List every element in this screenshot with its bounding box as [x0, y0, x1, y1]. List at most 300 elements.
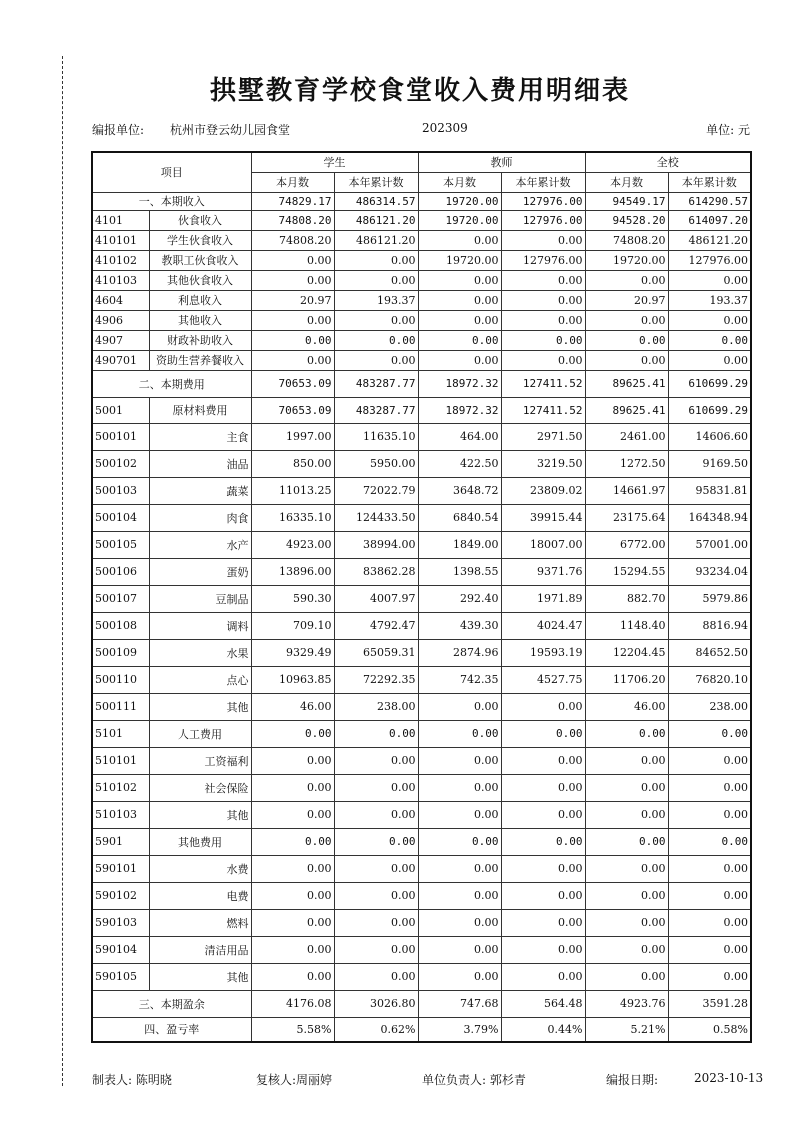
value-cell: 2461.00	[585, 423, 668, 450]
value-cell: 0.00	[501, 350, 585, 370]
item-code: 5101	[92, 720, 149, 747]
item-name: 油品	[149, 450, 251, 477]
value-cell: 9329.49	[251, 639, 334, 666]
value-cell: 0.00	[585, 747, 668, 774]
table-row	[92, 1017, 751, 1042]
item-code: 500103	[92, 477, 149, 504]
item-code: 500111	[92, 693, 149, 720]
value-cell: 1849.00	[418, 531, 501, 558]
item-name: 伙食收入	[149, 210, 251, 230]
table-row	[92, 693, 751, 720]
item-code: 510103	[92, 801, 149, 828]
header-sub-month: 本月数	[418, 172, 501, 192]
value-cell: 610699.29	[668, 397, 751, 423]
value-cell: 127976.00	[501, 192, 585, 210]
value-cell: 0.00	[418, 774, 501, 801]
value-cell: 1398.55	[418, 558, 501, 585]
value-cell: 614097.20	[668, 210, 751, 230]
value-cell: 4527.75	[501, 666, 585, 693]
value-cell: 0.00	[334, 936, 418, 963]
value-cell: 0.00	[418, 720, 501, 747]
reporting-unit-value: 杭州市登云幼儿园食堂	[170, 123, 291, 137]
value-cell: 193.37	[334, 290, 418, 310]
item-code: 510101	[92, 747, 149, 774]
value-cell: 0.00	[251, 720, 334, 747]
table-row	[92, 666, 751, 693]
value-cell: 0.00	[251, 350, 334, 370]
table-row	[92, 639, 751, 666]
value-cell: 0.00	[251, 882, 334, 909]
value-cell: 238.00	[334, 693, 418, 720]
value-cell: 0.00	[668, 963, 751, 990]
table-row	[92, 270, 751, 290]
value-cell: 76820.10	[668, 666, 751, 693]
value-cell: 439.30	[418, 612, 501, 639]
value-cell: 0.00	[418, 350, 501, 370]
item-code: 5901	[92, 828, 149, 855]
value-cell: 38994.00	[334, 531, 418, 558]
value-cell: 11635.10	[334, 423, 418, 450]
table-row	[92, 477, 751, 504]
value-cell: 0.00	[501, 720, 585, 747]
item-code: 500101	[92, 423, 149, 450]
value-cell: 15294.55	[585, 558, 668, 585]
value-cell: 0.62%	[334, 1017, 418, 1042]
table-row	[92, 990, 751, 1017]
item-name: 电费	[149, 882, 251, 909]
table-row	[92, 801, 751, 828]
value-cell: 0.00	[501, 801, 585, 828]
value-cell: 0.00	[668, 936, 751, 963]
value-cell: 46.00	[251, 693, 334, 720]
item-code: 510102	[92, 774, 149, 801]
value-cell: 0.00	[418, 310, 501, 330]
value-cell: 9371.76	[501, 558, 585, 585]
table-row	[92, 210, 751, 230]
table-row	[92, 370, 751, 397]
value-cell: 0.00	[668, 270, 751, 290]
table-row	[92, 774, 751, 801]
value-cell: 610699.29	[668, 370, 751, 397]
item-code: 500102	[92, 450, 149, 477]
section-label: 一、本期收入	[92, 192, 251, 210]
item-name: 水果	[149, 639, 251, 666]
item-code: 410101	[92, 230, 149, 250]
item-name: 肉食	[149, 504, 251, 531]
value-cell: 238.00	[668, 693, 751, 720]
value-cell: 11013.25	[251, 477, 334, 504]
value-cell: 57001.00	[668, 531, 751, 558]
item-name: 调料	[149, 612, 251, 639]
item-name: 清洁用品	[149, 936, 251, 963]
item-name: 燃料	[149, 909, 251, 936]
item-code: 490701	[92, 350, 149, 370]
item-name: 工资福利	[149, 747, 251, 774]
binding-margin-dashed-line	[62, 56, 63, 1086]
item-name: 其他收入	[149, 310, 251, 330]
value-cell: 0.00	[251, 963, 334, 990]
detail-table	[91, 151, 752, 1043]
value-cell: 94549.17	[585, 192, 668, 210]
header-item: 项目	[92, 152, 251, 192]
value-cell: 11706.20	[585, 666, 668, 693]
value-cell: 0.00	[334, 963, 418, 990]
value-cell: 0.00	[334, 330, 418, 350]
item-name: 学生伙食收入	[149, 230, 251, 250]
value-cell: 127411.52	[501, 397, 585, 423]
item-name: 蔬菜	[149, 477, 251, 504]
value-cell: 4176.08	[251, 990, 334, 1017]
value-cell: 590.30	[251, 585, 334, 612]
value-cell: 0.00	[501, 290, 585, 310]
item-code: 5001	[92, 397, 149, 423]
item-code: 500110	[92, 666, 149, 693]
value-cell: 1272.50	[585, 450, 668, 477]
value-cell: 0.00	[418, 828, 501, 855]
value-cell: 6772.00	[585, 531, 668, 558]
value-cell: 74808.20	[251, 230, 334, 250]
item-code: 590102	[92, 882, 149, 909]
value-cell: 0.00	[334, 350, 418, 370]
value-cell: 0.00	[668, 747, 751, 774]
value-cell: 4792.47	[334, 612, 418, 639]
header-group-school: 全校	[585, 152, 751, 172]
value-cell: 20.97	[585, 290, 668, 310]
value-cell: 747.68	[418, 990, 501, 1017]
header-group-students: 学生	[251, 152, 418, 172]
table-row	[92, 290, 751, 310]
value-cell: 18972.32	[418, 370, 501, 397]
value-cell: 5950.00	[334, 450, 418, 477]
value-cell: 19720.00	[418, 210, 501, 230]
value-cell: 23809.02	[501, 477, 585, 504]
section-label: 二、本期费用	[92, 370, 251, 397]
value-cell: 0.00	[501, 828, 585, 855]
value-cell: 882.70	[585, 585, 668, 612]
value-cell: 127976.00	[501, 210, 585, 230]
report-title: 拱墅教育学校食堂收入费用明细表	[209, 76, 630, 106]
item-name: 社会保险	[149, 774, 251, 801]
value-cell: 0.00	[334, 747, 418, 774]
value-cell: 1148.40	[585, 612, 668, 639]
value-cell: 0.00	[585, 270, 668, 290]
section-label: 四、盈亏率	[92, 1017, 251, 1042]
value-cell: 0.00	[251, 855, 334, 882]
value-cell: 0.00	[334, 855, 418, 882]
value-cell: 0.00	[334, 801, 418, 828]
value-cell: 0.00	[585, 801, 668, 828]
value-cell: 0.00	[334, 250, 418, 270]
header-group-teachers: 教师	[418, 152, 585, 172]
value-cell: 464.00	[418, 423, 501, 450]
header-sub-month: 本月数	[251, 172, 334, 192]
value-cell: 84652.50	[668, 639, 751, 666]
table-row	[92, 963, 751, 990]
table-row	[92, 828, 751, 855]
item-name: 利息收入	[149, 290, 251, 310]
item-code: 590104	[92, 936, 149, 963]
value-cell: 486121.20	[668, 230, 751, 250]
value-cell: 74808.20	[585, 230, 668, 250]
value-cell: 93234.04	[668, 558, 751, 585]
item-code: 4906	[92, 310, 149, 330]
item-name: 资助生营养餐收入	[149, 350, 251, 370]
item-name: 人工费用	[149, 720, 251, 747]
value-cell: 13896.00	[251, 558, 334, 585]
value-cell: 0.00	[334, 720, 418, 747]
table-row	[92, 882, 751, 909]
value-cell: 18972.32	[418, 397, 501, 423]
item-code: 500109	[92, 639, 149, 666]
value-cell: 0.00	[501, 909, 585, 936]
value-cell: 4923.00	[251, 531, 334, 558]
value-cell: 127976.00	[668, 250, 751, 270]
value-cell: 1997.00	[251, 423, 334, 450]
value-cell: 0.00	[418, 963, 501, 990]
value-cell: 0.00	[585, 936, 668, 963]
value-cell: 0.00	[251, 774, 334, 801]
currency-unit: 单位: 元	[706, 123, 750, 137]
value-cell: 0.00	[418, 801, 501, 828]
value-cell: 0.00	[668, 882, 751, 909]
value-cell: 0.00	[251, 310, 334, 330]
value-cell: 0.00	[501, 747, 585, 774]
value-cell: 0.00	[251, 801, 334, 828]
table-row	[92, 504, 751, 531]
item-name: 财政补助收入	[149, 330, 251, 350]
value-cell: 0.00	[251, 250, 334, 270]
value-cell: 0.00	[418, 936, 501, 963]
value-cell: 5.21%	[585, 1017, 668, 1042]
value-cell: 19720.00	[585, 250, 668, 270]
value-cell: 0.00	[334, 310, 418, 330]
value-cell: 19720.00	[418, 192, 501, 210]
item-name: 其他费用	[149, 828, 251, 855]
value-cell: 850.00	[251, 450, 334, 477]
item-code: 4101	[92, 210, 149, 230]
value-cell: 0.00	[501, 963, 585, 990]
value-cell: 0.00	[501, 230, 585, 250]
header-sub-ytd: 本年累计数	[668, 172, 751, 192]
value-cell: 193.37	[668, 290, 751, 310]
table-row	[92, 612, 751, 639]
value-cell: 72292.35	[334, 666, 418, 693]
item-name: 点心	[149, 666, 251, 693]
value-cell: 3.79%	[418, 1017, 501, 1042]
value-cell: 127411.52	[501, 370, 585, 397]
item-code: 500106	[92, 558, 149, 585]
value-cell: 0.00	[334, 828, 418, 855]
value-cell: 0.00	[251, 270, 334, 290]
item-name: 豆制品	[149, 585, 251, 612]
value-cell: 0.00	[585, 774, 668, 801]
value-cell: 95831.81	[668, 477, 751, 504]
value-cell: 0.00	[501, 330, 585, 350]
value-cell: 16335.10	[251, 504, 334, 531]
item-code: 410102	[92, 250, 149, 270]
value-cell: 74829.17	[251, 192, 334, 210]
value-cell: 0.00	[418, 882, 501, 909]
value-cell: 70653.09	[251, 397, 334, 423]
value-cell: 0.00	[251, 330, 334, 350]
item-name: 其他	[149, 693, 251, 720]
value-cell: 19593.19	[501, 639, 585, 666]
value-cell: 12204.45	[585, 639, 668, 666]
value-cell: 0.00	[585, 828, 668, 855]
value-cell: 0.00	[585, 882, 668, 909]
report-period: 202309	[422, 121, 468, 135]
value-cell: 0.00	[501, 855, 585, 882]
value-cell: 0.00	[668, 909, 751, 936]
header-sub-month: 本月数	[585, 172, 668, 192]
value-cell: 0.00	[418, 330, 501, 350]
value-cell: 0.00	[668, 310, 751, 330]
value-cell: 83862.28	[334, 558, 418, 585]
value-cell: 8816.94	[668, 612, 751, 639]
reporting-unit-label: 编报单位:	[92, 123, 145, 137]
table-row	[92, 531, 751, 558]
value-cell: 6840.54	[418, 504, 501, 531]
item-name: 教职工伙食收入	[149, 250, 251, 270]
table-row	[92, 250, 751, 270]
section-label: 三、本期盈余	[92, 990, 251, 1017]
table-row	[92, 192, 751, 210]
value-cell: 0.00	[668, 828, 751, 855]
value-cell: 3591.28	[668, 990, 751, 1017]
item-code: 590105	[92, 963, 149, 990]
value-cell: 46.00	[585, 693, 668, 720]
table-row	[92, 936, 751, 963]
value-cell: 94528.20	[585, 210, 668, 230]
value-cell: 0.00	[251, 828, 334, 855]
value-cell: 0.00	[585, 855, 668, 882]
value-cell: 39915.44	[501, 504, 585, 531]
value-cell: 127976.00	[501, 250, 585, 270]
value-cell: 0.00	[501, 310, 585, 330]
item-name: 主食	[149, 423, 251, 450]
value-cell: 0.00	[585, 310, 668, 330]
header-sub-ytd: 本年累计数	[334, 172, 418, 192]
item-name: 水产	[149, 531, 251, 558]
value-cell: 0.00	[585, 963, 668, 990]
table-row	[92, 423, 751, 450]
value-cell: 0.00	[501, 774, 585, 801]
item-code: 590103	[92, 909, 149, 936]
item-code: 500107	[92, 585, 149, 612]
value-cell: 3026.80	[334, 990, 418, 1017]
value-cell: 614290.57	[668, 192, 751, 210]
table-row	[92, 397, 751, 423]
value-cell: 0.00	[334, 909, 418, 936]
table-row	[92, 350, 751, 370]
value-cell: 14661.97	[585, 477, 668, 504]
value-cell: 18007.00	[501, 531, 585, 558]
value-cell: 0.00	[501, 882, 585, 909]
value-cell: 9169.50	[668, 450, 751, 477]
value-cell: 0.00	[334, 270, 418, 290]
value-cell: 486121.20	[334, 210, 418, 230]
value-cell: 292.40	[418, 585, 501, 612]
table-row	[92, 720, 751, 747]
table-row	[92, 450, 751, 477]
value-cell: 0.00	[585, 330, 668, 350]
value-cell: 483287.77	[334, 370, 418, 397]
value-cell: 0.00	[418, 230, 501, 250]
value-cell: 5.58%	[251, 1017, 334, 1042]
value-cell: 483287.77	[334, 397, 418, 423]
value-cell: 0.00	[418, 855, 501, 882]
table-row	[92, 585, 751, 612]
table-row	[92, 855, 751, 882]
value-cell: 0.00	[668, 350, 751, 370]
value-cell: 0.00	[585, 350, 668, 370]
table-row	[92, 747, 751, 774]
value-cell: 0.00	[251, 747, 334, 774]
value-cell: 0.00	[668, 855, 751, 882]
value-cell: 0.00	[501, 270, 585, 290]
item-name: 水费	[149, 855, 251, 882]
value-cell: 1971.89	[501, 585, 585, 612]
value-cell: 0.00	[501, 936, 585, 963]
value-cell: 0.00	[668, 330, 751, 350]
value-cell: 0.00	[418, 693, 501, 720]
value-cell: 486314.57	[334, 192, 418, 210]
value-cell: 10963.85	[251, 666, 334, 693]
footer-date-value: 2023-10-13	[694, 1071, 764, 1085]
footer-date-label: 编报日期:	[606, 1073, 659, 1087]
value-cell: 422.50	[418, 450, 501, 477]
value-cell: 0.00	[668, 720, 751, 747]
value-cell: 74808.20	[251, 210, 334, 230]
footer-unit-leader: 单位负责人: 郭杉青	[422, 1073, 526, 1087]
table-row	[92, 310, 751, 330]
item-code: 410103	[92, 270, 149, 290]
value-cell: 65059.31	[334, 639, 418, 666]
value-cell: 0.00	[418, 270, 501, 290]
item-name: 其他	[149, 963, 251, 990]
value-cell: 0.00	[251, 936, 334, 963]
table-row	[92, 909, 751, 936]
value-cell: 0.00	[418, 290, 501, 310]
value-cell: 14606.60	[668, 423, 751, 450]
value-cell: 0.58%	[668, 1017, 751, 1042]
value-cell: 0.00	[501, 693, 585, 720]
item-name: 原材料费用	[149, 397, 251, 423]
value-cell: 19720.00	[418, 250, 501, 270]
item-name: 其他伙食收入	[149, 270, 251, 290]
value-cell: 0.00	[668, 774, 751, 801]
value-cell: 4024.47	[501, 612, 585, 639]
item-code: 500108	[92, 612, 149, 639]
item-code: 4604	[92, 290, 149, 310]
value-cell: 89625.41	[585, 397, 668, 423]
value-cell: 0.00	[668, 801, 751, 828]
item-name: 其他	[149, 801, 251, 828]
header-sub-ytd: 本年累计数	[501, 172, 585, 192]
value-cell: 5979.86	[668, 585, 751, 612]
value-cell: 20.97	[251, 290, 334, 310]
value-cell: 0.00	[585, 909, 668, 936]
table-row	[92, 330, 751, 350]
value-cell: 0.44%	[501, 1017, 585, 1042]
value-cell: 0.00	[251, 909, 334, 936]
value-cell: 89625.41	[585, 370, 668, 397]
value-cell: 0.00	[418, 909, 501, 936]
value-cell: 23175.64	[585, 504, 668, 531]
value-cell: 0.00	[334, 882, 418, 909]
value-cell: 164348.94	[668, 504, 751, 531]
value-cell: 0.00	[418, 747, 501, 774]
